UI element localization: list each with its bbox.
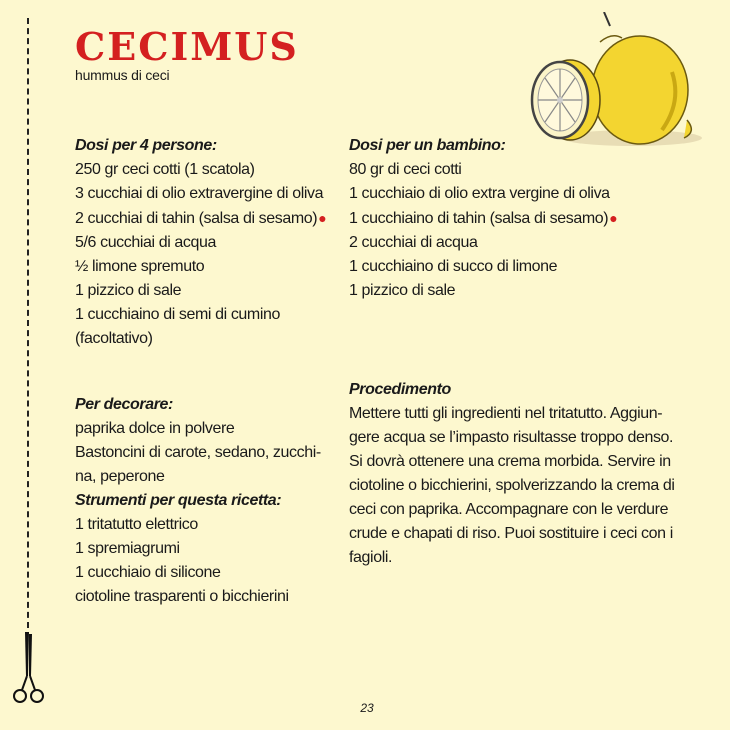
scissors-icon [12, 632, 46, 708]
tool-line: ciotoline trasparenti o bicchierini [75, 588, 289, 605]
procedure-heading: Procedimento [349, 381, 451, 398]
ingredient-line: 1 cucchiaino di succo di limone [349, 258, 558, 275]
adult-doses-heading: Dosi per 4 persone: [75, 137, 217, 154]
ingredient-line: 1 pizzico di sale [75, 282, 182, 299]
lemon-half [532, 60, 600, 140]
decorate-line: na, peperone [75, 468, 165, 485]
procedure-section [349, 378, 675, 570]
tool-line: 1 tritatutto elettrico [75, 516, 198, 533]
tool-line: 1 cucchiaio di silicone [75, 564, 221, 581]
ingredient-line: (facoltativo) [75, 330, 153, 347]
red-dot-icon: ● [609, 210, 618, 226]
ingredient-text: 2 cucchiai di tahin (salsa di sesamo) [75, 210, 318, 227]
decorate-line: Bastoncini di carote, sedano, zucchi- [75, 444, 321, 461]
ingredient-line: ½ limone spremuto [75, 258, 205, 275]
ingredient-line [75, 206, 326, 231]
procedure-line: Si dovrà ottenere una crema morbida. Servire in [349, 453, 671, 470]
ingredient-line [349, 206, 617, 231]
procedure-line: fagioli. [349, 549, 393, 566]
recipe-title: CECIMUS [75, 24, 299, 69]
page-number: 23 [360, 701, 374, 715]
ingredient-line: 3 cucchiai di olio extravergine di oliva [75, 185, 324, 202]
tool-line: 1 spremiagrumi [75, 540, 180, 557]
ingredient-line: 250 gr ceci cotti (1 scatola) [75, 161, 255, 178]
ingredient-line: 80 gr di ceci cotti [349, 161, 462, 178]
decorate-line: paprika dolce in polvere [75, 420, 235, 437]
ingredient-line: 2 cucchiai di acqua [349, 234, 478, 251]
procedure-line: ceci con paprika. Accompagnare con le verdure [349, 501, 669, 518]
ingredient-line: 1 cucchiaio di olio extra vergine di oliva [349, 185, 610, 202]
dashed-cut-line [27, 18, 29, 628]
procedure-line: ciotoline o bicchierini, spolverizzando la crema di [349, 477, 675, 494]
recipe-subtitle: hummus di ceci [75, 67, 170, 83]
ingredient-line: 5/6 cucchiai di acqua [75, 234, 217, 251]
ingredient-line: 1 pizzico di sale [349, 282, 456, 299]
procedure-line: crude e chapati di riso. Puoi sostituire i ceci con i [349, 525, 673, 542]
whole-lemon [592, 12, 691, 144]
decorate-and-tools-section [75, 393, 325, 609]
procedure-line: Mettere tutti gli ingredienti nel tritatutto. Aggiun- [349, 405, 663, 422]
adult-doses-section [75, 134, 326, 351]
procedure-line: gere acqua se l’impasto risultasse troppo denso. [349, 429, 674, 446]
red-dot-icon: ● [318, 210, 327, 226]
ingredient-text: 1 cucchiaino di tahin (salsa di sesamo) [349, 210, 609, 227]
decorate-heading: Per decorare: [75, 396, 173, 413]
tools-heading: Strumenti per questa ricetta: [75, 492, 282, 509]
lemon-illustration [512, 12, 717, 150]
child-doses-heading: Dosi per un bambino: [349, 137, 506, 154]
ingredient-line: 1 cucchiaino di semi di cumino [75, 306, 280, 323]
child-doses-section [349, 134, 617, 303]
